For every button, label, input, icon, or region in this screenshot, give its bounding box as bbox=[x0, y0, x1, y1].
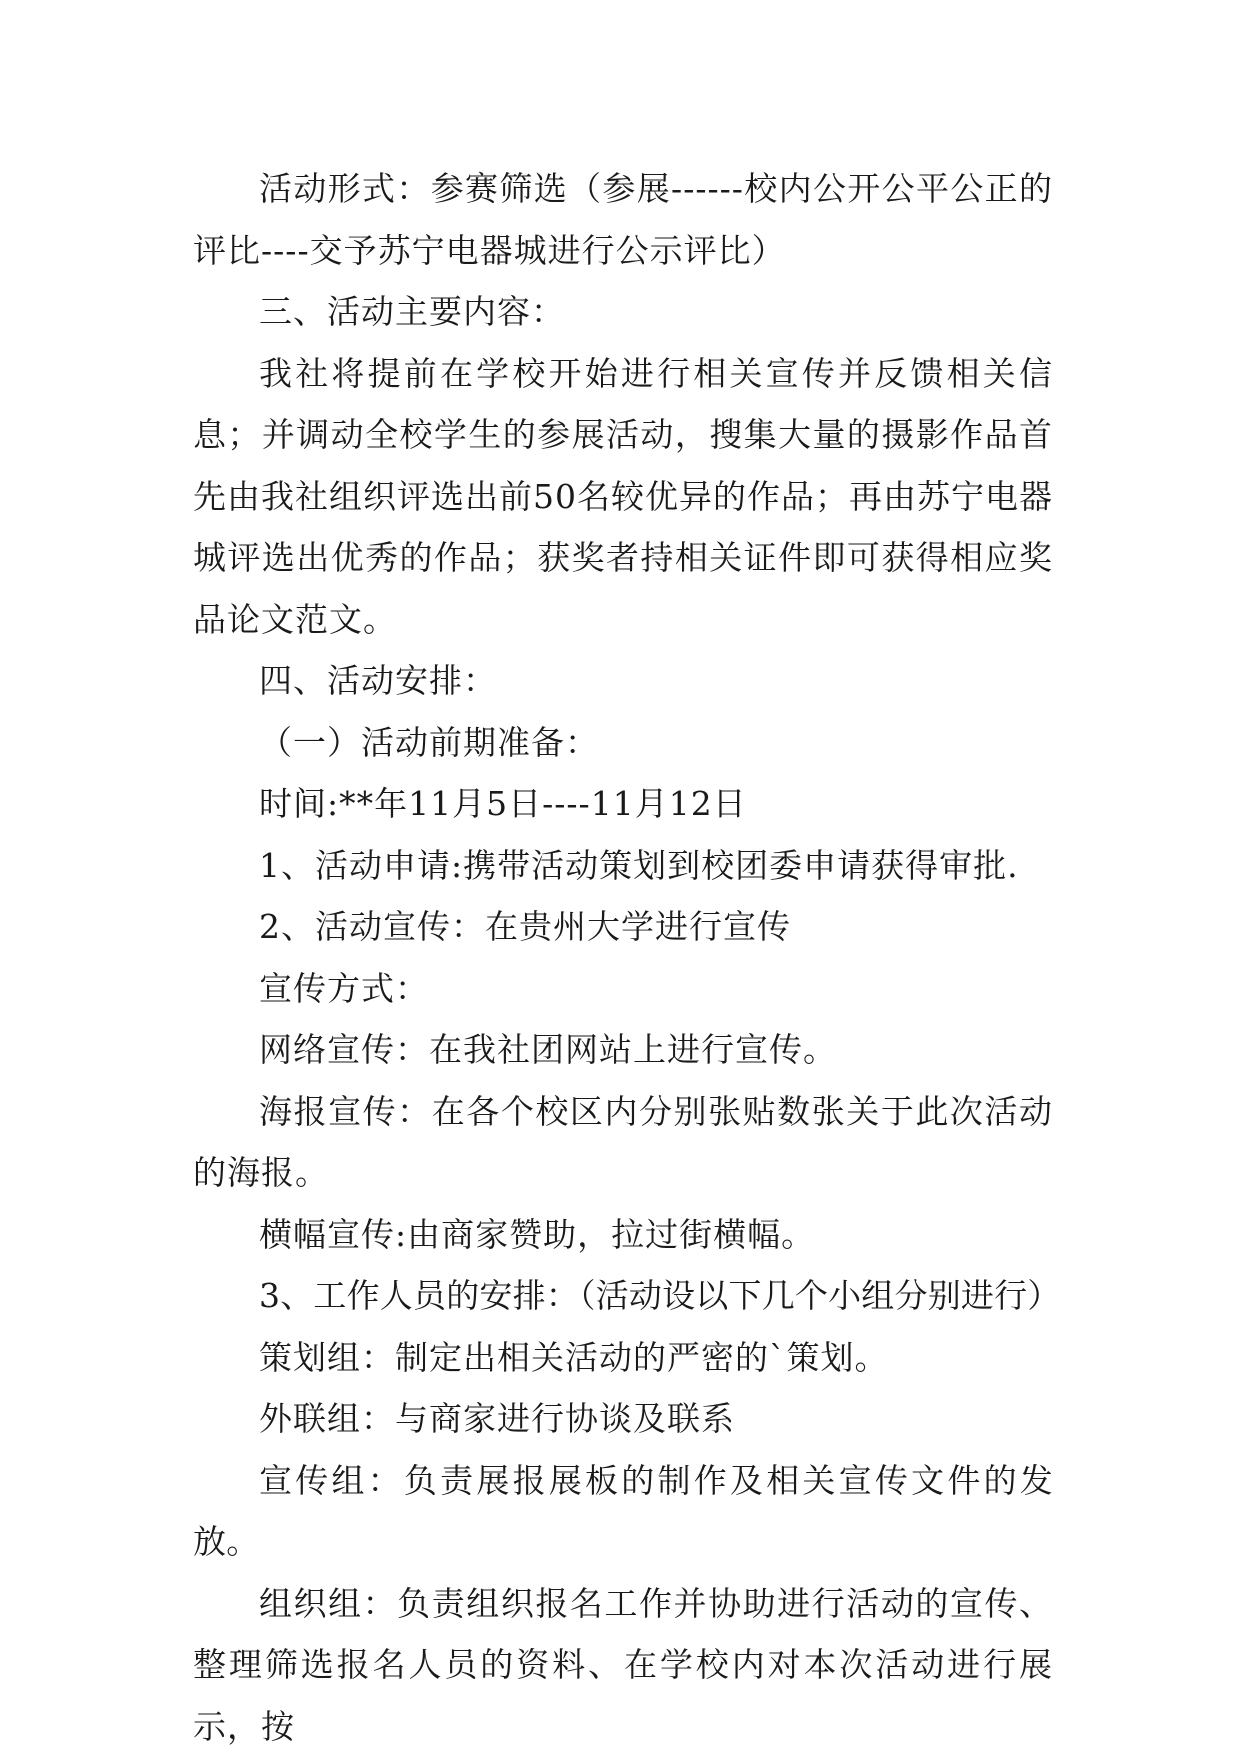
paragraph-publicity-group: 宣传组：负责展报展板的制作及相关宣传文件的发放。 bbox=[193, 1450, 1053, 1573]
document-body bbox=[193, 158, 1053, 1757]
heading-main-content: 三、活动主要内容： bbox=[193, 281, 1053, 343]
paragraph-activity-form: 活动形式：参赛筛选（参展------校内公开公平公正的评比----交予苏宁电器城进行公示评比） bbox=[193, 158, 1053, 281]
paragraph-application: 1、活动申请:携带活动策划到校团委申请获得审批. bbox=[193, 835, 1053, 897]
paragraph-organizing-group: 组织组：负责组织报名工作并协助进行活动的宣传、整理筛选报名人员的资料、在学校内对本次活动进行展示，按 bbox=[193, 1573, 1053, 1757]
paragraph-staff-arrangement: 3、工作人员的安排：（活动设以下几个小组分别进行） bbox=[193, 1265, 1053, 1327]
subheading-preparation: （一）活动前期准备： bbox=[193, 712, 1053, 774]
paragraph-publicity: 2、活动宣传：在贵州大学进行宣传 bbox=[193, 896, 1053, 958]
paragraph-liaison-group: 外联组：与商家进行协谈及联系 bbox=[193, 1388, 1053, 1450]
paragraph-main-content: 我社将提前在学校开始进行相关宣传并反馈相关信息；并调动全校学生的参展活动，搜集大量的摄影作品首先由我社组织评选出前50名较优异的作品；再由苏宁电器城评选出优秀的作品；获奖者持相关证件即可获得相应奖品论文范文。 bbox=[193, 343, 1053, 651]
paragraph-poster-publicity: 海报宣传：在各个校区内分别张贴数张关于此次活动的海报。 bbox=[193, 1081, 1053, 1204]
paragraph-time: 时间:**年11月5日----11月12日 bbox=[193, 773, 1053, 835]
heading-arrangement: 四、活动安排： bbox=[193, 650, 1053, 712]
paragraph-online-publicity: 网络宣传：在我社团网站上进行宣传。 bbox=[193, 1019, 1053, 1081]
paragraph-publicity-methods: 宣传方式： bbox=[193, 958, 1053, 1020]
paragraph-banner-publicity: 横幅宣传:由商家赞助，拉过街横幅。 bbox=[193, 1204, 1053, 1266]
paragraph-planning-group: 策划组：制定出相关活动的严密的`策划。 bbox=[193, 1327, 1053, 1389]
